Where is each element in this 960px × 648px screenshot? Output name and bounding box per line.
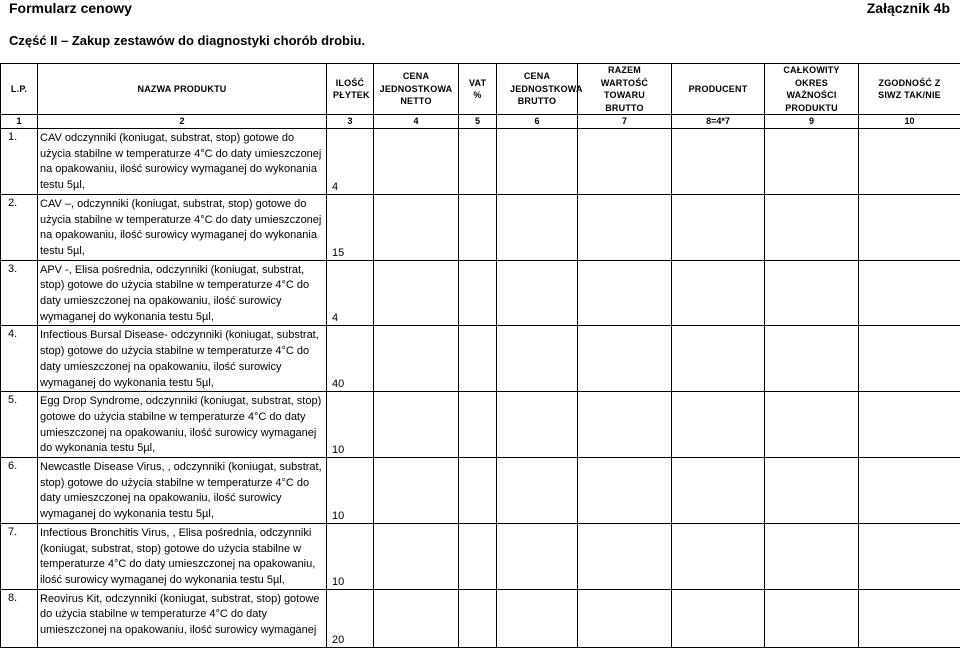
row-number: 5. — [1, 392, 38, 458]
column-number: 8=4*7 — [672, 115, 765, 129]
column-number: 10 — [859, 115, 960, 129]
unit-gross-price-cell[interactable] — [497, 589, 578, 647]
col-producer-header: PRODUCENT — [672, 64, 765, 115]
unit-net-price-cell[interactable] — [374, 458, 459, 524]
vat-cell[interactable] — [459, 392, 497, 458]
col-vat-header: VAT % — [459, 64, 497, 115]
vat-cell[interactable] — [459, 589, 497, 647]
table-row — [1, 194, 960, 260]
expiry-cell[interactable] — [765, 523, 859, 589]
table-row — [1, 260, 960, 326]
siwz-compliance-cell[interactable] — [859, 392, 960, 458]
column-number-row — [1, 115, 960, 129]
col-lp-header: L.P. — [1, 64, 38, 115]
vat-cell[interactable] — [459, 458, 497, 524]
producer-cell[interactable] — [672, 392, 765, 458]
col-quantity-header: ILOŚĆ PŁYTEK — [327, 64, 374, 115]
col-unit-net-price-header: CENA JEDNOSTKOWA NETTO — [374, 64, 459, 115]
unit-net-price-cell[interactable] — [374, 194, 459, 260]
column-number: 9 — [765, 115, 859, 129]
col-total-gross-header: RAZEM WARTOŚĆ TOWARU BRUTTO — [578, 64, 672, 115]
table-row — [1, 326, 960, 392]
attachment-label: Załącznik 4b — [867, 0, 950, 16]
producer-cell[interactable] — [672, 194, 765, 260]
header-row — [1, 64, 960, 115]
siwz-compliance-cell[interactable] — [859, 129, 960, 195]
producer-cell[interactable] — [672, 260, 765, 326]
quantity-cell: 10 — [327, 523, 374, 589]
table-row — [1, 129, 960, 195]
producer-cell[interactable] — [672, 326, 765, 392]
row-number: 7. — [1, 523, 38, 589]
quantity-cell: 4 — [327, 129, 374, 195]
unit-gross-price-cell[interactable] — [497, 458, 578, 524]
producer-cell[interactable] — [672, 129, 765, 195]
row-number: 1. — [1, 129, 38, 195]
unit-gross-price-cell[interactable] — [497, 523, 578, 589]
expiry-cell[interactable] — [765, 129, 859, 195]
total-gross-cell[interactable] — [578, 589, 672, 647]
siwz-compliance-cell[interactable] — [859, 589, 960, 647]
product-name: CAV odczynniki (koniugat, substrat, stop) gotowe do użycia stabilne w temperaturze 4°C do daty umieszczonej na opakowaniu, ilość surowicy wymaganej do wykonania testu 5µl, — [38, 129, 327, 195]
unit-gross-price-cell[interactable] — [497, 260, 578, 326]
table-row — [1, 392, 960, 458]
quantity-cell: 10 — [327, 392, 374, 458]
unit-gross-price-cell[interactable] — [497, 194, 578, 260]
part-title: Część II – Zakup zestawów do diagnostyki chorób drobiu. — [9, 33, 365, 48]
col-siwz-compliance-header: ZGODNOŚĆ Z SIWZ TAK/NIE — [859, 64, 960, 115]
vat-cell[interactable] — [459, 260, 497, 326]
unit-gross-price-cell[interactable] — [497, 326, 578, 392]
unit-net-price-cell[interactable] — [374, 589, 459, 647]
unit-net-price-cell[interactable] — [374, 392, 459, 458]
product-name: Infectious Bronchitis Virus, , Elisa pośrednia, odczynniki (koniugat, substrat, stop) gotowe do użycia stabilne w temperaturze 4°C do daty umieszczonej na opakowaniu, ilość surowicy wymaganej do wykonania testu 5µl, — [38, 523, 327, 589]
unit-net-price-cell[interactable] — [374, 260, 459, 326]
column-number: 1 — [1, 115, 38, 129]
quantity-cell: 10 — [327, 458, 374, 524]
price-table — [0, 63, 960, 648]
unit-net-price-cell[interactable] — [374, 129, 459, 195]
product-name: Newcastle Disease Virus, , odczynniki (koniugat, substrat, stop) gotowe do użycia stabilne w temperaturze 4°C do daty umieszczonej na opakowaniu, ilość surowicy wymaganej do wykonania testu 5µl, — [38, 458, 327, 524]
vat-cell[interactable] — [459, 523, 497, 589]
col-expiry-header: CAŁKOWITY OKRES WAŻNOŚCI PRODUKTU — [765, 64, 859, 115]
vat-cell[interactable] — [459, 129, 497, 195]
producer-cell[interactable] — [672, 589, 765, 647]
producer-cell[interactable] — [672, 458, 765, 524]
quantity-cell: 40 — [327, 326, 374, 392]
col-product-name-header: NAZWA PRODUKTU — [38, 64, 327, 115]
expiry-cell[interactable] — [765, 392, 859, 458]
siwz-compliance-cell[interactable] — [859, 523, 960, 589]
producer-cell[interactable] — [672, 523, 765, 589]
column-number: 4 — [374, 115, 459, 129]
column-number: 6 — [497, 115, 578, 129]
expiry-cell[interactable] — [765, 194, 859, 260]
expiry-cell[interactable] — [765, 260, 859, 326]
column-number: 7 — [578, 115, 672, 129]
total-gross-cell[interactable] — [578, 129, 672, 195]
row-number: 3. — [1, 260, 38, 326]
total-gross-cell[interactable] — [578, 523, 672, 589]
row-number: 2. — [1, 194, 38, 260]
total-gross-cell[interactable] — [578, 458, 672, 524]
expiry-cell[interactable] — [765, 326, 859, 392]
table-row — [1, 458, 960, 524]
product-name: CAV –, odczynniki (koniugat, substrat, stop) gotowe do użycia stabilne w temperaturze 4°C do daty umieszczonej na opakowaniu, ilość surowicy wymaganej do wykonania testu 5µl, — [38, 194, 327, 260]
total-gross-cell[interactable] — [578, 194, 672, 260]
siwz-compliance-cell[interactable] — [859, 326, 960, 392]
siwz-compliance-cell[interactable] — [859, 260, 960, 326]
row-number: 8. — [1, 589, 38, 647]
row-number: 6. — [1, 458, 38, 524]
column-number: 5 — [459, 115, 497, 129]
total-gross-cell[interactable] — [578, 326, 672, 392]
total-gross-cell[interactable] — [578, 392, 672, 458]
product-name: Egg Drop Syndrome, odczynniki (koniugat, substrat, stop) gotowe do użycia stabilne w temperaturze 4°C do daty umieszczonej na opakowaniu, ilość surowicy wymaganej do wykonania testu 5µl, — [38, 392, 327, 458]
expiry-cell[interactable] — [765, 458, 859, 524]
quantity-cell: 15 — [327, 194, 374, 260]
column-number: 2 — [38, 115, 327, 129]
col-unit-gross-price-header: CENA JEDNOSTKOWA BRUTTO — [497, 64, 578, 115]
vat-cell[interactable] — [459, 194, 497, 260]
row-number: 4. — [1, 326, 38, 392]
table-row — [1, 523, 960, 589]
column-number: 3 — [327, 115, 374, 129]
expiry-cell[interactable] — [765, 589, 859, 647]
product-name: Reovirus Kit, odczynniki (koniugat, substrat, stop) gotowe do użycia stabilne w temperaturze 4°C do daty umieszczonej na opakowaniu, ilość surowicy wymaganej — [38, 589, 327, 647]
total-gross-cell[interactable] — [578, 260, 672, 326]
unit-gross-price-cell[interactable] — [497, 392, 578, 458]
unit-net-price-cell[interactable] — [374, 326, 459, 392]
vat-cell[interactable] — [459, 326, 497, 392]
quantity-cell: 4 — [327, 260, 374, 326]
quantity-cell: 20 — [327, 589, 374, 647]
siwz-compliance-cell[interactable] — [859, 458, 960, 524]
unit-net-price-cell[interactable] — [374, 523, 459, 589]
siwz-compliance-cell[interactable] — [859, 194, 960, 260]
table-row — [1, 589, 960, 647]
form-title: Formularz cenowy — [9, 0, 132, 16]
product-name: APV -, Elisa pośrednia, odczynniki (koniugat, substrat, stop) gotowe do użycia stabilne w temperaturze 4°C do daty umieszczonej na opakowaniu, ilość surowicy wymaganej do wykonania testu 5µl, — [38, 260, 327, 326]
product-name: Infectious Bursal Disease- odczynniki (koniugat, substrat, stop) gotowe do użycia stabilne w temperaturze 4°C do daty umieszczonej na opakowaniu, ilość surowicy wymaganej do wykonania testu 5µl, — [38, 326, 327, 392]
unit-gross-price-cell[interactable] — [497, 129, 578, 195]
